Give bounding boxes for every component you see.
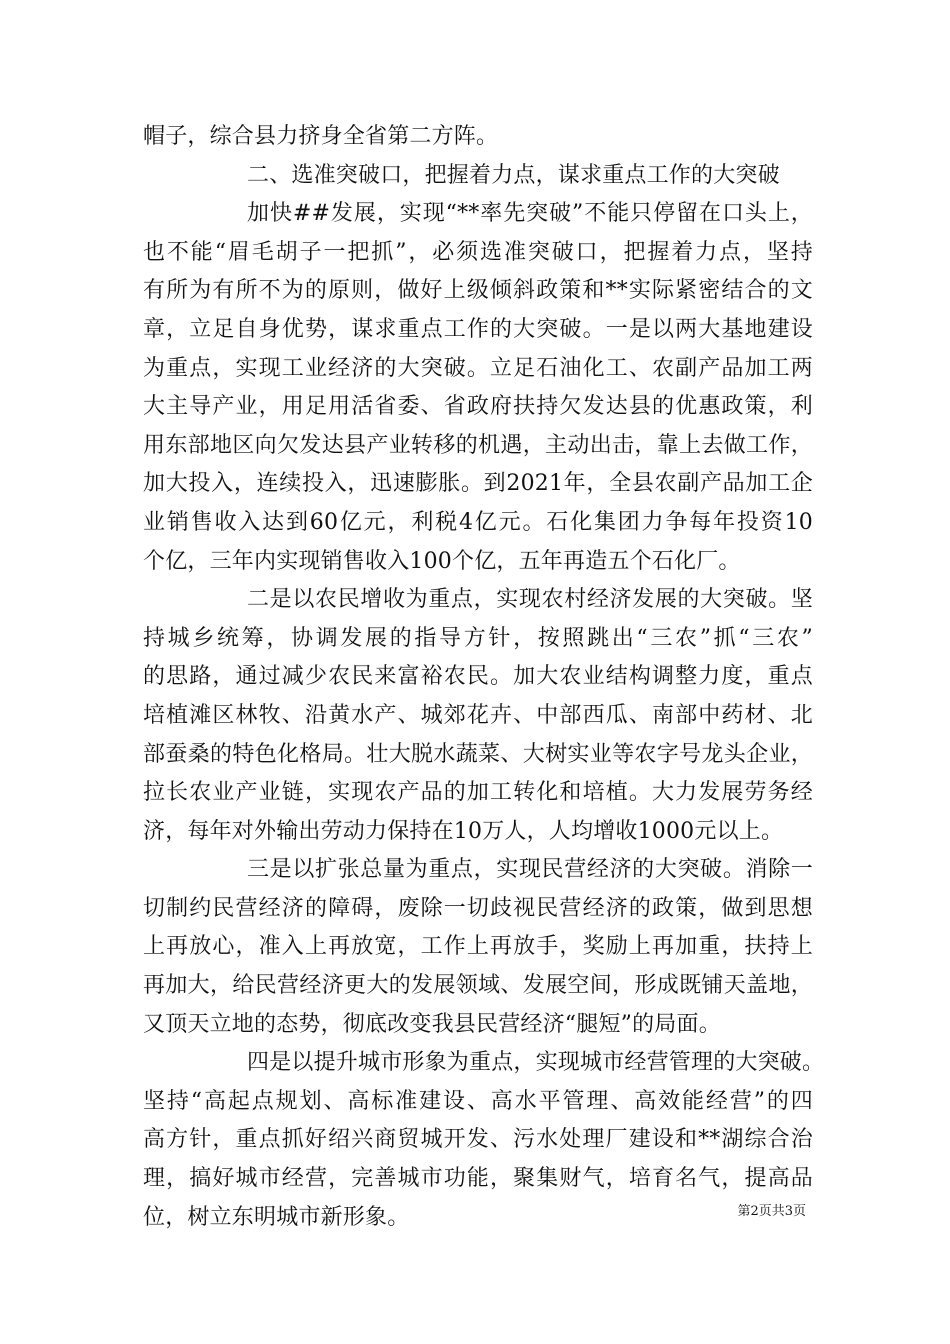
text-line: 三是以扩张总量为重点，实现民营经济的大突破。消除一 [247, 857, 813, 883]
text-line: 加大投入，连续投入，迅速膨胀。到2021年，全县农副产品加工企 [143, 471, 813, 497]
text-line: 有所为有所不为的原则，做好上级倾斜政策和**实际紧密结合的文 [143, 278, 813, 304]
text-line: 四是以提升城市形象为重点，实现城市经营管理的大突破。 [247, 1050, 825, 1076]
text-line: 再加大，给民营经济更大的发展领域、发展空间，形成既铺天盖地， [143, 973, 813, 999]
text-line: 用东部地区向欠发达县产业转移的机遇，主动出击，靠上去做工作， [143, 432, 813, 458]
text-line: 持城乡统筹，协调发展的指导方针，按照跳出“三农”抓“三农” [143, 625, 813, 651]
text-line: 帽子，综合县力挤身全省第二方阵。 [143, 124, 499, 149]
text-line: 部蚕桑的特色化格局。壮大脱水蔬菜、大树实业等农字号龙头企业， [143, 741, 813, 767]
text-line: 大主导产业，用足用活省委、省政府扶持欠发达县的优惠政策，利 [143, 394, 813, 420]
text-line: 培植滩区林牧、沿黄水产、城郊花卉、中部西瓜、南部中药材、北 [143, 702, 813, 728]
text-line: 二、选准突破口，把握着力点，谋求重点工作的大突破 [247, 162, 780, 188]
text-line: 章，立足自身优势，谋求重点工作的大突破。一是以两大基地建设 [143, 316, 813, 342]
text-line: 高方针，重点抓好绍兴商贸城开发、污水处理厂建设和**湖综合治 [143, 1127, 813, 1153]
text-line: 坚持“高起点规划、高标准建设、高水平管理、高效能经营”的四 [143, 1088, 813, 1114]
text-line: 拉长农业产业链，实现农产品的加工转化和培植。大力发展劳务经 [143, 780, 813, 806]
page-number: 第2页共3页 [737, 1204, 806, 1219]
text-line: 又顶天立地的态势，彻底改变我县民营经济“腿短”的局面。 [143, 1011, 721, 1037]
text-line: 二是以农民增收为重点，实现农村经济发展的大突破。坚 [247, 587, 813, 613]
text-line: 业销售收入达到60亿元，利税4亿元。石化集团力争每年投资10 [143, 509, 813, 535]
text-line: 个亿，三年内实现销售收入100个亿，五年再造五个石化厂。 [143, 548, 741, 574]
text-line: 切制约民营经济的障碍，废除一切歧视民营经济的政策，做到思想 [143, 895, 813, 921]
text-line: 济，每年对外输出劳动力保持在10万人，人均增收1000元以上。 [143, 818, 784, 844]
text-line: 也不能“眉毛胡子一把抓”，必须选准突破口，把握着力点，坚持 [143, 239, 813, 265]
text-line: 的思路，通过减少农民来富裕农民。加大农业结构调整力度，重点 [143, 664, 813, 690]
text-line: 位，树立东明城市新形象。 [143, 1204, 410, 1230]
text-line: 上再放心，准入上再放宽，工作上再放手，奖励上再加重，扶持上 [143, 934, 813, 960]
text-line: 理，搞好城市经营，完善城市功能，聚集财气，培育名气，提高品 [143, 1166, 813, 1192]
text-line: 加快##发展，实现“**率先突破”不能只停留在口头上， [247, 201, 813, 227]
document-body [143, 118, 825, 1237]
text-line: 为重点，实现工业经济的大突破。立足石油化工、农副产品加工两 [143, 355, 813, 381]
